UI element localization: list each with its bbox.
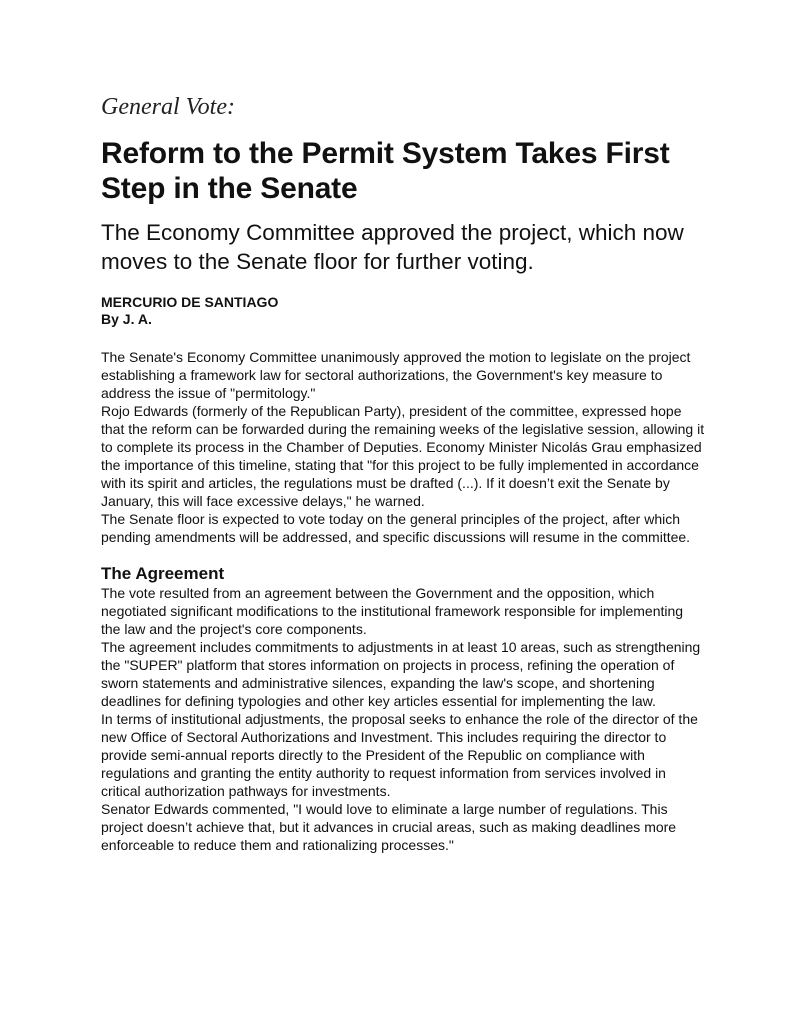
body-paragraph: Senator Edwards commented, "I would love to eliminate a large number of regulations. This project doesn’t achieve that, but it advances in crucial areas, such as making deadlines more enforceable to reduce them and rationalizing processes.": [101, 801, 677, 853]
body-paragraph: The vote resulted from an agreement between the Government and the opposition, which negotiated significant modifications to the institutional framework responsible for implementing the law and the project's core components.: [101, 585, 684, 637]
headline-line-2: Step in the Senate: [101, 172, 358, 205]
author-name: By J. A.: [101, 311, 152, 327]
body-paragraph: Rojo Edwards (formerly of the Republican Party), president of the committee, expressed hope that the reform can be forwarded during the remaining weeks of the legislative session, allowing it to complete its process in the Chamber of Deputies. Economy Minister Nicolás Grau emphasized the importance of this timeline, stating that "for this project to be fully implemented in accordance with its spirit and articles, the regulations must be drafted (...). If it doesn’t exit the Senate by January, this will face excessive delays," he warned.: [101, 403, 705, 509]
article-subheadline: The Economy Committee approved the project, which now moves to the Senate floor for further voting.: [101, 220, 684, 274]
body-paragraph: The agreement includes commitments to adjustments in at least 10 areas, such as strengthening the "SUPER" platform that stores information on projects in process, refining the operation of sworn statements and administrative silences, expanding the law's scope, and shortening deadlines for defining typologies and other key articles essential for implementing the law.: [101, 639, 701, 709]
byline: [101, 294, 705, 328]
article-headline: [101, 136, 705, 206]
body-paragraph: In terms of institutional adjustments, the proposal seeks to enhance the role of the director of the new Office of Sectoral Authorizations and Investment. This includes requiring the director to provide semi-annual reports directly to the President of the Republic on compliance with regulations and granting the entity authority to request information from services involved in critical authorization pathways for investments.: [101, 711, 698, 799]
section-heading: The Agreement: [101, 564, 225, 583]
body-paragraph: The Senate's Economy Committee unanimously approved the motion to legislate on the project establishing a framework law for sectoral authorizations, the Government's key measure to address the issue of "permitology.": [101, 349, 691, 401]
article: [101, 92, 705, 854]
body-paragraph: The Senate floor is expected to vote today on the general principles of the project, after which pending amendments will be addressed, and specific discussions will resume in the committee.: [101, 511, 691, 545]
article-kicker: General Vote:: [101, 94, 235, 120]
article-body: [101, 348, 705, 854]
publication-name: MERCURIO DE SANTIAGO: [101, 294, 279, 310]
headline-line-1: Reform to the Permit System Takes First: [101, 137, 670, 170]
